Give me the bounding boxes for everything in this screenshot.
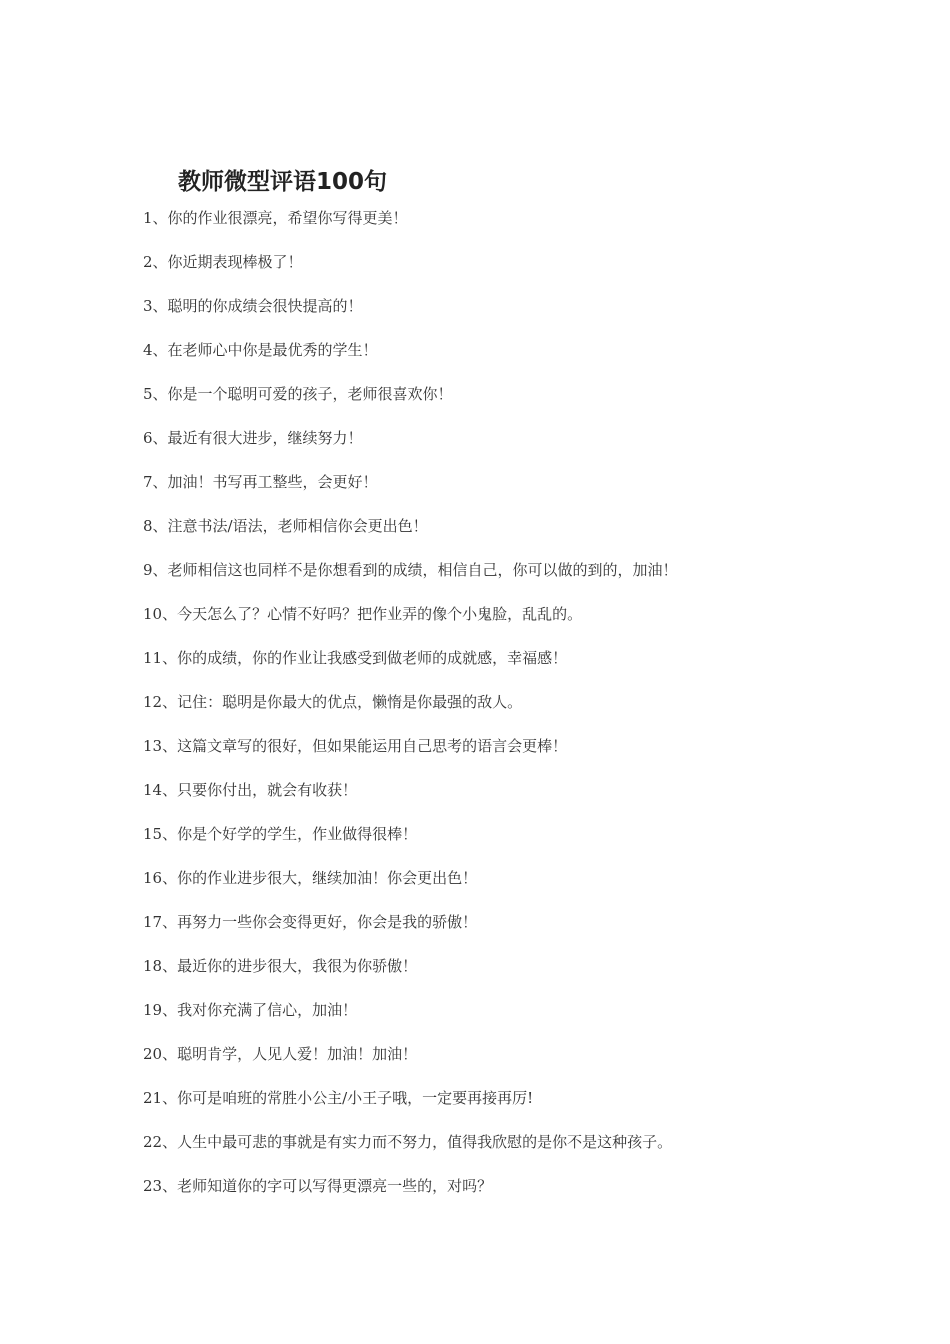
document-title: 教师微型评语100句 — [178, 169, 388, 195]
comment-item: 6、最近有很大进步，继续努力！ — [143, 429, 363, 447]
comment-item: 8、注意书法/语法，老师相信你会更出色！ — [143, 517, 428, 535]
comment-item: 10、今天怎么了？心情不好吗？把作业弄的像个小鬼脸，乱乱的。 — [143, 605, 583, 623]
comment-item: 2、你近期表现棒极了！ — [143, 253, 303, 271]
comment-item: 5、你是一个聪明可爱的孩子，老师很喜欢你！ — [143, 385, 453, 403]
comment-item: 7、加油！书写再工整些，会更好！ — [143, 473, 378, 491]
comment-list — [143, 204, 903, 1216]
comment-item: 9、老师相信这也同样不是你想看到的成绩，相信自己，你可以做的到的，加油！ — [143, 561, 678, 579]
comment-item: 4、在老师心中你是最优秀的学生！ — [143, 341, 378, 359]
comment-item: 1、你的作业很漂亮，希望你写得更美！ — [143, 209, 408, 227]
comment-item: 15、你是个好学的学生，作业做得很棒！ — [143, 825, 418, 843]
comment-item: 16、你的作业进步很大，继续加油！你会更出色！ — [143, 869, 478, 887]
comment-item: 11、你的成绩，你的作业让我感受到做老师的成就感，幸福感！ — [143, 649, 568, 667]
comment-item: 20、聪明肯学，人见人爱！加油！加油！ — [143, 1045, 418, 1063]
comment-item: 23、老师知道你的字可以写得更漂亮一些的，对吗？ — [143, 1177, 493, 1195]
comment-item: 3、聪明的你成绩会很快提高的！ — [143, 297, 363, 315]
comment-item: 14、只要你付出，就会有收获！ — [143, 781, 358, 799]
comment-item: 12、记住：聪明是你最大的优点，懒惰是你最强的敌人。 — [143, 693, 523, 711]
comment-item: 13、这篇文章写的很好，但如果能运用自己思考的语言会更棒！ — [143, 737, 568, 755]
comment-item: 17、再努力一些你会变得更好，你会是我的骄傲！ — [143, 913, 478, 931]
comment-item: 21、你可是咱班的常胜小公主/小王子哦，一定要再接再厉! — [143, 1089, 534, 1107]
comment-item: 19、我对你充满了信心，加油！ — [143, 1001, 358, 1019]
comment-item: 22、人生中最可悲的事就是有实力而不努力，值得我欣慰的是你不是这种孩子。 — [143, 1133, 673, 1151]
comment-item: 18、最近你的进步很大，我很为你骄傲！ — [143, 957, 418, 975]
